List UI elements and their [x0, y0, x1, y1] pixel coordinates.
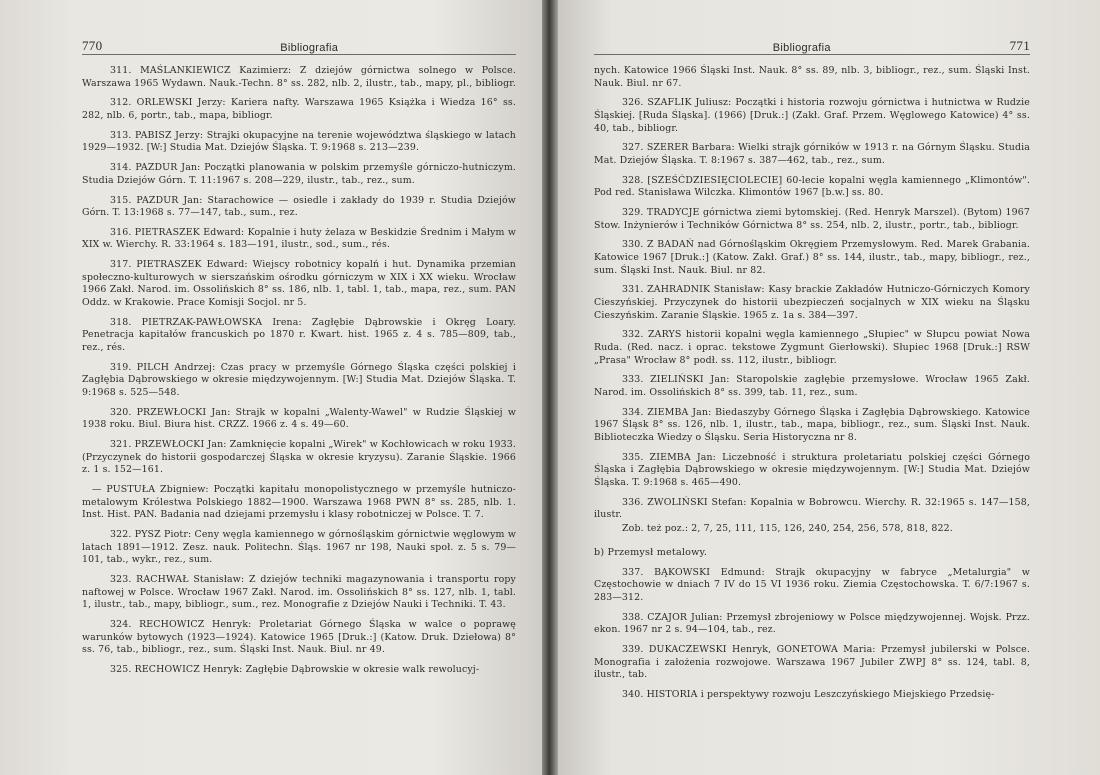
bibliography-entry: 339. DUKACZEWSKI Henryk, GONETOWA Maria: Przemysł jubilerski w Polsce. Monografia i założenia rozwojowe. Warszawa 1967 Jubiler ZWPJ 8° ss. 124, tabl. 8, ilustr., tab. [594, 644, 1030, 681]
bibliography-entry: 336. ZWOLIŃSKI Stefan: Kopalnia w Bobrowcu. Wierchy. R. 32:1965 s. 147—158, ilustr. [594, 496, 1030, 521]
bibliography-entry: 319. PILCH Andrzej: Czas pracy w przemyśle Górnego Śląska części polskiej i Zagłębia Dąbrowskiego w okresie międzywojennym. [W:] Studia Mat. Dziejów Śląska. T. 9:1968 s. 525—548. [82, 361, 516, 398]
right-entries [594, 65, 1030, 702]
bibliography-entry: 328. [SZEŚĆDZIESIĘCIOLECIE] 60-lecie kopalni węgla kamiennego „Klimontów". Pod red. Stanisława Wilczka. Klimontów 1967 [b.w.] ss. 80. [594, 174, 1030, 199]
section-heading: b) Przemysł metalowy. [594, 546, 708, 558]
left-page [0, 0, 542, 775]
bibliography-entry: 312. ORLEWSKI Jerzy: Kariera nafty. Warszawa 1965 Książka i Wiedza 16° ss. 282, nlb. 6, portr., tab., mapa, bibliogr. [82, 97, 516, 121]
bibliography-entry: 323. RACHWAŁ Stanisław: Z dziejów techniki magazynowania i transportu ropy naftowej w Polsce. Wrocław 1967 Zakł. Narod. im. Ossolińskich 8° ss. 127, nlb. 1, tabl. 1, ilustr., tab., mapy, bibliogr., sum., rez. Monografie z Dziejów Nauki i Techniki. T. 43. [82, 574, 516, 611]
bibliography-entry: 322. PYSZ Piotr: Ceny węgla kamiennego w górnośląskim górnictwie węglowym w latach 1891—1912. Zesz. nauk. Politechn. Śląs. 1967 nr 198, Nauki społ. z. 5 s. 79—101, tab., wykr., rez., sum. [82, 529, 516, 566]
right-page-header [594, 36, 1030, 55]
bibliography-entry: 316. PIETRASZEK Edward: Kopalnie i huty żelaza w Beskidzie Średnim i Małym w XIX w. Wierchy. R. 33:1964 s. 183—191, ilustr., sod., sum., rés. [82, 226, 516, 251]
bibliography-entry: 311. MAŚLANKIEWICZ Kazimierz: Z dziejów górnictwa solnego w Polsce. Warszawa 1965 Wydawn. Nauk.-Techn. 8° ss. 282, nlb. 2, ilustr., tab., mapy, pl., bibliogr. [82, 65, 516, 89]
bibliography-entry: 317. PIETRASZEK Edward: Wiejscy robotnicy kopalń i hut. Dynamika przemian społeczno-kulturowych w sierszańskim ośrodku górniczym w XIX i XX wieku. Wrocław 1966 Zakł. Narod. im. Ossolińskich 8° ss. 186, nlb. 1, tabl. 1, tab., mapa, rez., sum. PAN Oddz. w Krakowie. Prace Komisji Socjol. nr 5. [82, 259, 516, 309]
bibliography-entry: 327. SZERER Barbara: Wielki strajk górników w 1913 r. na Górnym Śląsku. Studia Mat. Dziejów Śląska. T. 8:1967 s. 387—462, tab., rez., sum. [594, 142, 1030, 166]
bibliography-entry: 335. ZIEMBA Jan: Liczebność i struktura proletariatu polskiej części Górnego Śląska i Zagłębia Dąbrowskiego w okresie międzywojennym. [W:] Studia Mat. Dziejów Śląska. T. 9:1968 s. 465—490. [594, 451, 1030, 488]
bibliography-entry: 340. HISTORIA i perspektywy rozwoju Leszczyńskiego Miejskiego Przedsię- [622, 688, 995, 700]
entry-continuation: nych. Katowice 1966 Śląski Inst. Nauk. 8° ss. 89, nlb. 3, bibliogr., rez., sum. Śląski Inst. Nauk. Biul. nr 67. [594, 65, 1030, 89]
bibliography-entry: 324. RECHOWICZ Henryk: Proletariat Górnego Śląska w walce o poprawę warunków bytowych (1923—1924). Katowice 1965 [Druk.:] (Katow. Druk. Dziełowa) 8° ss. 76, tab., bibliogr., rez., sum. Śląski Inst. Nauk. Biul. nr 49. [82, 619, 516, 656]
bibliography-entry: 321. PRZEWŁOCKI Jan: Zamknięcie kopalni „Wirek" w Kochłowicach w roku 1933. (Przyczynek do historii gospodarczej Śląska w okresie kryzysu). Zaranie Śląskie. 1966 z. 1 s. 152—161. [82, 439, 516, 476]
bibliography-entry: 330. Z BADAŃ nad Górnośląskim Okręgiem Przemysłowym. Red. Marek Grabania. Katowice 1967 [Druk.:] (Katow. Zakł. Graf.) 8° ss. 144, ilustr., tab., mapy, bibliogr., rez., sum. Śląski Inst. Nauk. Biul. nr 82. [594, 239, 1030, 276]
right-page-number: 771 [1009, 38, 1030, 53]
bibliography-entry: 315. PAZDUR Jan: Starachowice — osiedle i zakłady do 1939 r. Studia Dziejów Górn. T. 13:1968 s. 77—147, tab., sum., rez. [82, 194, 516, 219]
bibliography-entry: 325. RECHOWICZ Henryk: Zagłębie Dąbrowskie w okresie walk rewolucyj- [110, 663, 480, 675]
bibliography-entry: — PUSTUŁA Zbigniew: Początki kapitału monopolistycznego w przemyśle hutniczo-metalowym Królestwa Polskiego 1882—1900. Warszawa 1968 PWN 8° ss. 285, nlb. 1. Inst. Hist. PAN. Badania nad dziejami przemysłu i klasy robotniczej w Polsce. T. 7. [82, 484, 516, 521]
left-page-number: 770 [82, 38, 103, 53]
bibliography-entry: 329. TRADYCJE górnictwa ziemi bytomskiej. (Red. Henryk Marszel). (Bytom) 1967 Stow. Inżynierów i Techników Górnictwa 8° ss. 254, nlb. 2, ilustr., portr., tab., bibliogr. [594, 207, 1030, 231]
bibliography-entry: 337. BĄKOWSKI Edmund: Strajk okupacyjny w fabryce „Metalurgia" w Częstochowie w dniach 7 IV do 15 VI 1936 roku. Ziemia Częstochowska. T. 6/7:1967 s. 283—312. [594, 566, 1030, 603]
book-gutter [542, 0, 558, 775]
bibliography-entry: 338. CZAJOR Julian: Przemysł zbrojeniowy w Polsce międzywojennej. Wojsk. Przz. ekon. 1967 nr 2 s. 94—104, tab., rez. [594, 611, 1030, 636]
bibliography-entry: 326. SZAFLIK Juliusz: Początki i historia rozwoju górnictwa i hutnictwa w Rudzie Śląskiej. [Ruda Śląska]. (1966) [Druk.:] (Zakł. Graf. Przem. Węglowego Katowice) 4° ss. 40, tab., bibliogr. [594, 97, 1030, 134]
see-also-note: Zob. też poz.: 2, 7, 25, 111, 115, 126, 240, 254, 256, 578, 818, 822. [622, 523, 953, 535]
right-running-head: Bibliografia [772, 42, 831, 54]
bibliography-entry: 334. ZIEMBA Jan: Biedaszyby Górnego Śląska i Zagłębia Dąbrowskiego. Katowice 1967 Śląsk 8° ss. 126, nlb. 1, ilustr., tab., mapa, bibliogr., rez., sum. Śląski Inst. Nauk. Biblioteczka Wiedzy o Śląsku. Seria Historyczna nr 8. [594, 406, 1030, 443]
left-entries [82, 65, 516, 677]
bibliography-entry: 318. PIETRZAK-PAWŁOWSKA Irena: Zagłębie Dąbrowskie i Okręg Loary. Penetracja kapitałów francuskich po 1870 r. Kwart. hist. 1965 z. 4 s. 785—809, tab., rez., rés. [82, 316, 516, 353]
bibliography-entry: 314. PAZDUR Jan: Początki planowania w polskim przemyśle górniczo-hutniczym. Studia Dziejów Górn. T. 11:1967 s. 208—229, ilustr., tab., rez., sum. [82, 162, 516, 186]
bibliography-entry: 313. PABISZ Jerzy: Strajki okupacyjne na terenie województwa śląskiego w latach 1929—1932. [W:] Studia Mat. Dziejów Śląska. T. 9:1968 s. 213—239. [82, 129, 516, 154]
bibliography-entry: 320. PRZEWŁOCKI Jan: Strajk w kopalni „Walenty-Wawel" w Rudzie Śląskiej w 1938 roku. Biul. Biura hist. CRZZ. 1966 z. 4 s. 49—60. [82, 406, 516, 431]
right-page [558, 0, 1100, 775]
bibliography-entry: 331. ZAHRADNIK Stanisław: Kasy brackie Zakładów Hutniczo-Górniczych Komory Cieszyńskiej. Przyczynek do historii ubezpieczeń socjalnych w XIX wieku na Śląsku Cieszyńskim. Zaranie Śląskie. 1965 z. 1a s. 384—397. [594, 284, 1030, 321]
bibliography-entry: 333. ZIELIŃSKI Jan: Staropolskie zagłębie przemysłowe. Wrocław 1965 Zakł. Narod. im. Ossolińskich 8° ss. 399, tab. 11, rez., sum. [594, 374, 1030, 398]
bibliography-entry: 332. ZARYS historii kopalni węgla kamiennego „Słupiec" w Słupcu powiat Nowa Ruda. (Red. nacz. i oprac. tekstowe Zygmunt Gierłowski). Słupiec 1968 [Druk.:] RSW „Prasa" Wrocław 8° podł. ss. 112, ilustr., bibliogr. [594, 329, 1030, 366]
left-page-header [82, 36, 516, 55]
left-running-head: Bibliografia [280, 42, 339, 54]
